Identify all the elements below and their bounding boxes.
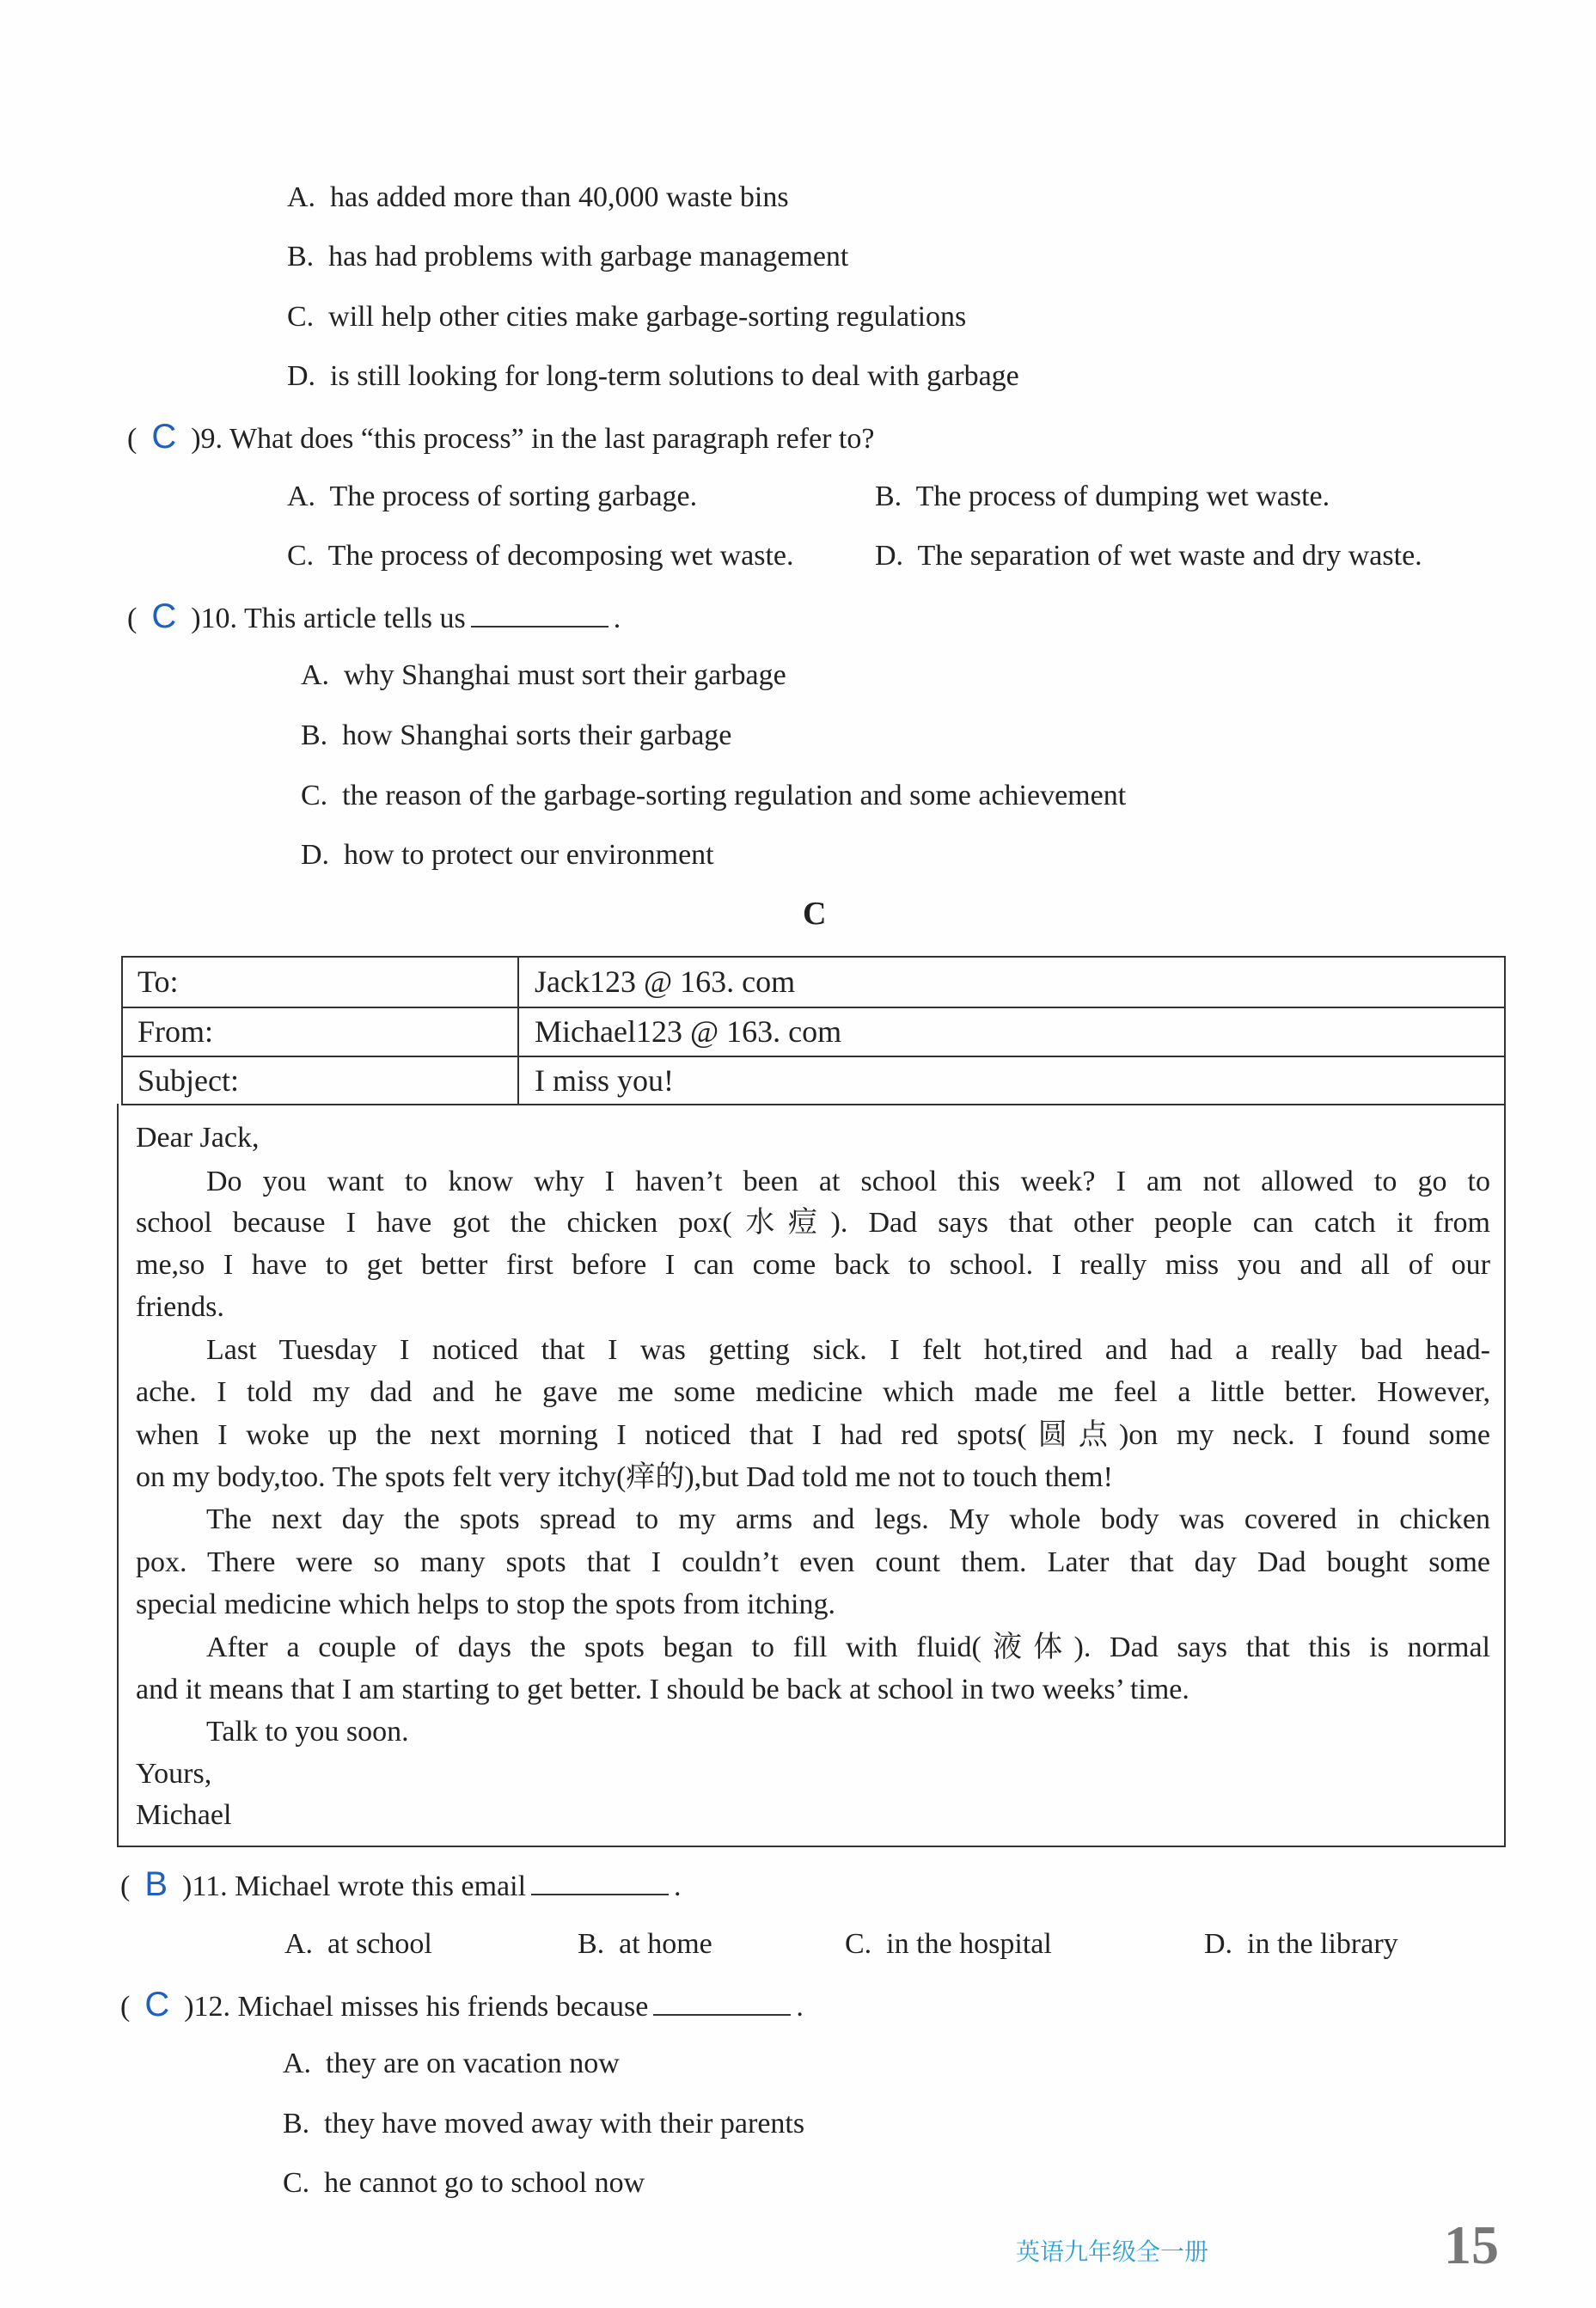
answer-12: C <box>144 1986 170 2023</box>
q10-option-c: C. the reason of the garbage-sorting regulation and some achievement <box>301 780 1127 811</box>
q12-number: )12. <box>184 1991 231 2023</box>
to-value: Jack123 @ 163. com <box>535 964 796 999</box>
q11-text: Michael wrote this email <box>235 1870 527 1902</box>
from-label: From: <box>138 1014 214 1049</box>
subject-label: Subject: <box>138 1063 239 1098</box>
q11-option-c: C. in the hospital <box>845 1928 1052 1960</box>
email-line: school because I have got the chicken pox(水痘). Dad says that other people can catch it from <box>136 1207 1490 1239</box>
email-line: Talk to you soon. <box>206 1716 409 1748</box>
q11-option-a: A. at school <box>284 1928 432 1960</box>
email-line: ache. I told my dad and he gave me some medicine which made me feel a little better. However, <box>136 1376 1490 1408</box>
q8-option-a: A. has added more than 40,000 waste bins <box>287 181 789 213</box>
answer-11: B <box>144 1865 168 1903</box>
q8-option-c: C. will help other cities make garbage-sorting regulations <box>287 301 967 333</box>
q9-option-c: C. The process of decomposing wet waste. <box>287 540 794 572</box>
email-line: pox. There were so many spots that I couldn’t even count them. Later that day Dad bought some <box>136 1546 1490 1578</box>
to-label: To: <box>138 964 179 999</box>
q9-option-d: D. The separation of wet waste and dry waste. <box>875 540 1422 572</box>
email-line: and it means that I am starting to get better. I should be back at school in two weeks’ time. <box>136 1674 1189 1705</box>
answer-9: C <box>151 418 177 456</box>
from-value: Michael123 @ 163. com <box>535 1014 842 1049</box>
email-line: Do you want to know why I haven’t been at school this week? I am not allowed to go to <box>206 1166 1490 1197</box>
email-line: The next day the spots spread to my arms and legs. My whole body was covered in chicken <box>206 1503 1490 1535</box>
q12-option-b: B. they have moved away with their parents <box>283 2108 805 2140</box>
q12-option-c: C. he cannot go to school now <box>283 2167 645 2199</box>
q10-option-a: A. why Shanghai must sort their garbage <box>301 659 786 691</box>
email-line: Dear Jack, <box>136 1122 260 1154</box>
email-line: special medicine which helps to stop the spots from itching. <box>136 1589 835 1620</box>
email-line: After a couple of days the spots began to fill with fluid(液体). Dad says that this is normal <box>206 1632 1490 1663</box>
email-line: when I woke up the next morning I noticed that I had red spots(圆点)on my neck. I found some <box>136 1419 1490 1451</box>
email-line: me,so I have to get better first before I can come back to school. I really miss you and all of our <box>136 1249 1490 1281</box>
book-title: 英语九年级全一册 <box>1016 2238 1209 2266</box>
q11-number: )11. <box>182 1870 228 1902</box>
q9-text: What does “this process” in the last paragraph refer to? <box>229 423 875 455</box>
q12-text: Michael misses his friends because <box>237 1991 649 2023</box>
email-line: Yours, <box>136 1758 212 1790</box>
q12-option-a: A. they are on vacation now <box>283 2048 620 2079</box>
question-12: ( C )12. Michael misses his friends because . <box>120 1986 804 2023</box>
q9-option-a: A. The process of sorting garbage. <box>287 481 698 512</box>
q9-number: )9. <box>191 423 223 455</box>
q10-text: This article tells us <box>243 603 466 634</box>
question-10: ( C )10. This article tells us . <box>127 597 621 635</box>
email-line: Michael <box>136 1799 232 1831</box>
answer-blank <box>471 600 608 628</box>
answer-blank <box>653 1988 791 2016</box>
question-11: ( B )11. Michael wrote this email . <box>120 1865 682 1903</box>
q9-option-b: B. The process of dumping wet waste. <box>875 481 1330 512</box>
email-line: on my body,too. The spots felt very itchy(痒的),but Dad told me not to touch them! <box>136 1461 1113 1493</box>
section-heading: C <box>803 896 827 932</box>
q10-number: )10. <box>191 603 238 634</box>
page-number: 15 <box>1444 2214 1499 2275</box>
q11-option-b: B. at home <box>578 1928 712 1960</box>
answer-blank <box>531 1868 669 1895</box>
subject-value: I miss you! <box>535 1063 674 1098</box>
q8-option-b: B. has had problems with garbage management <box>287 241 849 272</box>
answer-10: C <box>151 597 177 635</box>
q8-option-d: D. is still looking for long-term solutions to deal with garbage <box>287 360 1019 392</box>
q10-option-d: D. how to protect our environment <box>301 839 714 871</box>
question-9: ( C )9. What does “this process” in the last paragraph refer to? <box>127 418 875 456</box>
q10-option-b: B. how Shanghai sorts their garbage <box>301 719 732 751</box>
q11-option-d: D. in the library <box>1204 1928 1398 1960</box>
email-line: Last Tuesday I noticed that I was getting sick. I felt hot,tired and had a really bad head- <box>206 1334 1490 1366</box>
email-line: friends. <box>136 1291 224 1323</box>
